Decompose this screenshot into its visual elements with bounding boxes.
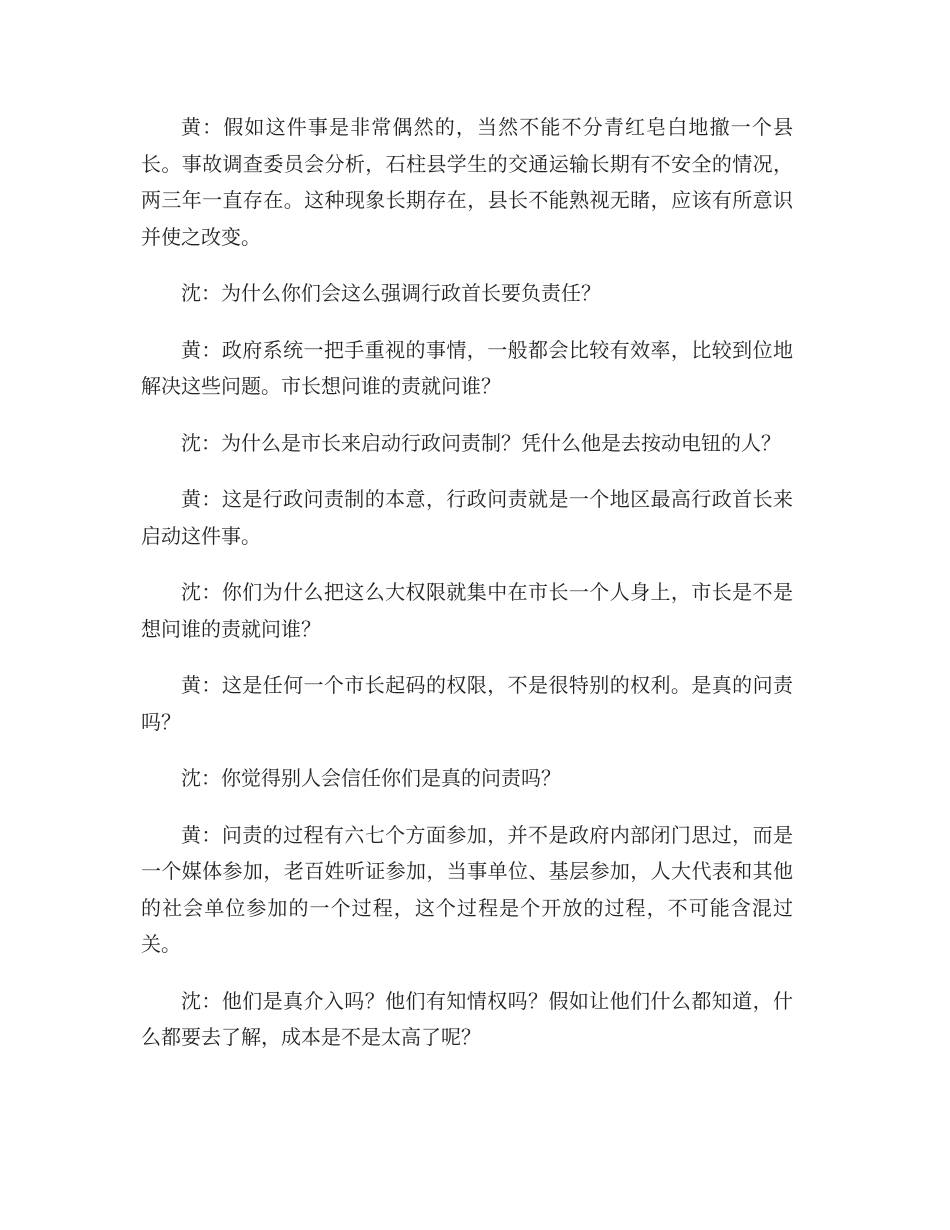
- paragraph: 沈：为什么你们会这么强调行政首长要负责任？: [181, 281, 601, 305]
- paragraph: 黄：政府系统一把手重视的事情，一般都会比较有效率，比较到位地解决这些问题。市长想问谁的责就问谁？: [141, 337, 793, 398]
- paragraph: 黄：这是行政问责制的本意，行政问责就是一个地区最高行政首长来启动这件事。: [141, 487, 793, 548]
- document-body: [141, 109, 793, 1076]
- paragraph: 沈：他们是真介入吗？他们有知情权吗？假如让他们什么都知道，什么都要去了解，成本是不是太高了呢？: [141, 988, 793, 1049]
- paragraph: 黄：问责的过程有六七个方面参加，并不是政府内部闭门思过，而是一个媒体参加，老百姓听证参加，当事单位、基层参加，人大代表和其他的社会单位参加的一个过程，这个过程是个开放的过程，不可能含混过关。: [141, 822, 793, 956]
- paragraph: 沈：为什么是市长来启动行政问责制？凭什么他是去按动电钮的人？: [181, 430, 781, 455]
- paragraph: 黄：这是任何一个市长起码的权限，不是很特别的权利。是真的问责吗？: [141, 673, 793, 734]
- paragraph: 沈：你觉得别人会信任你们是真的问责吗？: [181, 766, 561, 790]
- paragraph: 黄：假如这件事是非常偶然的，当然不能不分青红皂白地撤一个县长。事故调查委员会分析，石柱县学生的交通运输长期有不安全的情况，两三年一直存在。这种现象长期存在，县长不能熟视无睹，应该有所意识并使之改变。: [141, 115, 793, 249]
- paragraph: 沈：你们为什么把这么大权限就集中在市长一个人身上，市长是不是想问谁的责就问谁？: [141, 580, 793, 641]
